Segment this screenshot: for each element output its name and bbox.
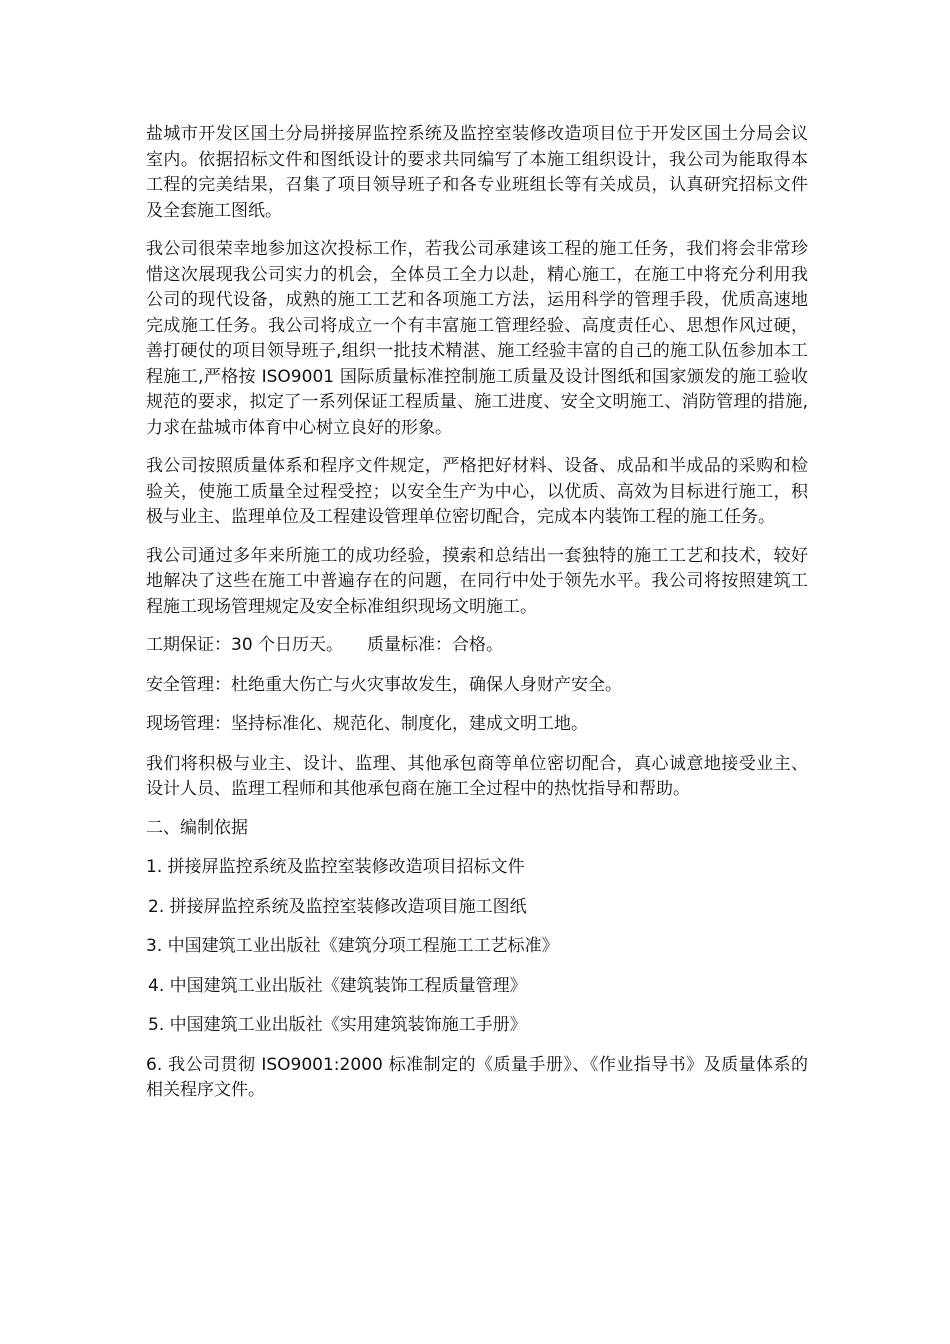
- safety-management: 安全管理：杜绝重大伤亡与火灾事故发生，确保人身财产安全。: [146, 674, 622, 695]
- basis-item: 5. 中国建筑工业出版社《实用建筑装饰施工手册》: [148, 1015, 527, 1035]
- experience-paragraph: 我公司通过多年来所施工的成功经验，摸索和总结出一套独特的施工工艺和技术，较好地解决了这些在施工中普遍存在的问题，在同行中处于领先水平。我公司将按照建筑工程施工现场管理规定及安全标准组织现场文明施工。: [146, 545, 808, 617]
- schedule-guarantee: 工期保证：30 个日历天。: [146, 635, 344, 655]
- schedule-quality-line: [146, 633, 808, 659]
- document-body: [146, 122, 808, 1117]
- basis-item: 3. 中国建筑工业出版社《建筑分项工程施工工艺标准》: [146, 936, 559, 956]
- site-management: 现场管理：坚持标准化、规范化、制度化，建成文明工地。: [146, 714, 588, 734]
- section-heading: 二、编制依据: [146, 817, 248, 838]
- basis-item: 1. 拼接屏监控系统及监控室装修改造项目招标文件: [146, 857, 525, 877]
- intro-paragraph: 盐城市开发区国土分局拼接屏监控系统及监控室装修改造项目位于开发区国土分局会议室内。依据招标文件和图纸设计的要求共同编写了本施工组织设计，我公司为能取得本工程的完美结果，召集了项目领导班子和各专业班组长等有关成员，认真研究招标文件及全套施工图纸。: [146, 124, 808, 221]
- basis-item: 6. 我公司贯彻 ISO9001:2000 标准制定的《质量手册》、《作业指导书》及质量体系的相关程序文件。: [146, 1054, 808, 1100]
- basis-item: 2. 拼接屏监控系统及监控室装修改造项目施工图纸: [148, 896, 527, 917]
- cooperation-paragraph: 我们将积极与业主、设计、监理、其他承包商等单位密切配合，真心诚意地接受业主、设计人员、监理工程师和其他承包商在施工全过程中的热忱指导和帮助。: [146, 753, 808, 799]
- basis-item: 4. 中国建筑工业出版社《建筑装饰工程质量管理》: [148, 975, 527, 996]
- quality-control-paragraph: 我公司按照质量体系和程序文件规定，严格把好材料、设备、成品和半成品的采购和检验关，使施工质量全过程受控；以安全生产为中心，以优质、高效为目标进行施工，积极与业主、监理单位及工程建设管理单位密切配合，完成本内装饰工程的施工任务。: [146, 456, 808, 527]
- quality-standard: 质量标准：合格。: [367, 635, 504, 655]
- commitment-paragraph: 我公司很荣幸地参加这次投标工作，若我公司承建该工程的施工任务，我们将会非常珍惜这次展现我公司实力的机会，全体员工全力以赴，精心施工，在施工中将充分利用我公司的现代设备，成熟的施工工艺和各项施工方法，运用科学的管理手段，优质高速地完成施工任务。我公司将成立一个有丰富施工管理经验、高度责任心、思想作风过硬，善打硬仗的项目领导班子,组织一批技术精湛、施工经验丰富的自己的施工队伍参加本工程施工,严格按 ISO9001 国际质量标准控制施工质量及设计图纸和国家颁发的施工验收规范的要求，拟定了一系列保证工程质量、施工进度、安全文明施工、消防管理的措施,力求在盐城市体育中心树立良好的形象。: [146, 239, 808, 438]
